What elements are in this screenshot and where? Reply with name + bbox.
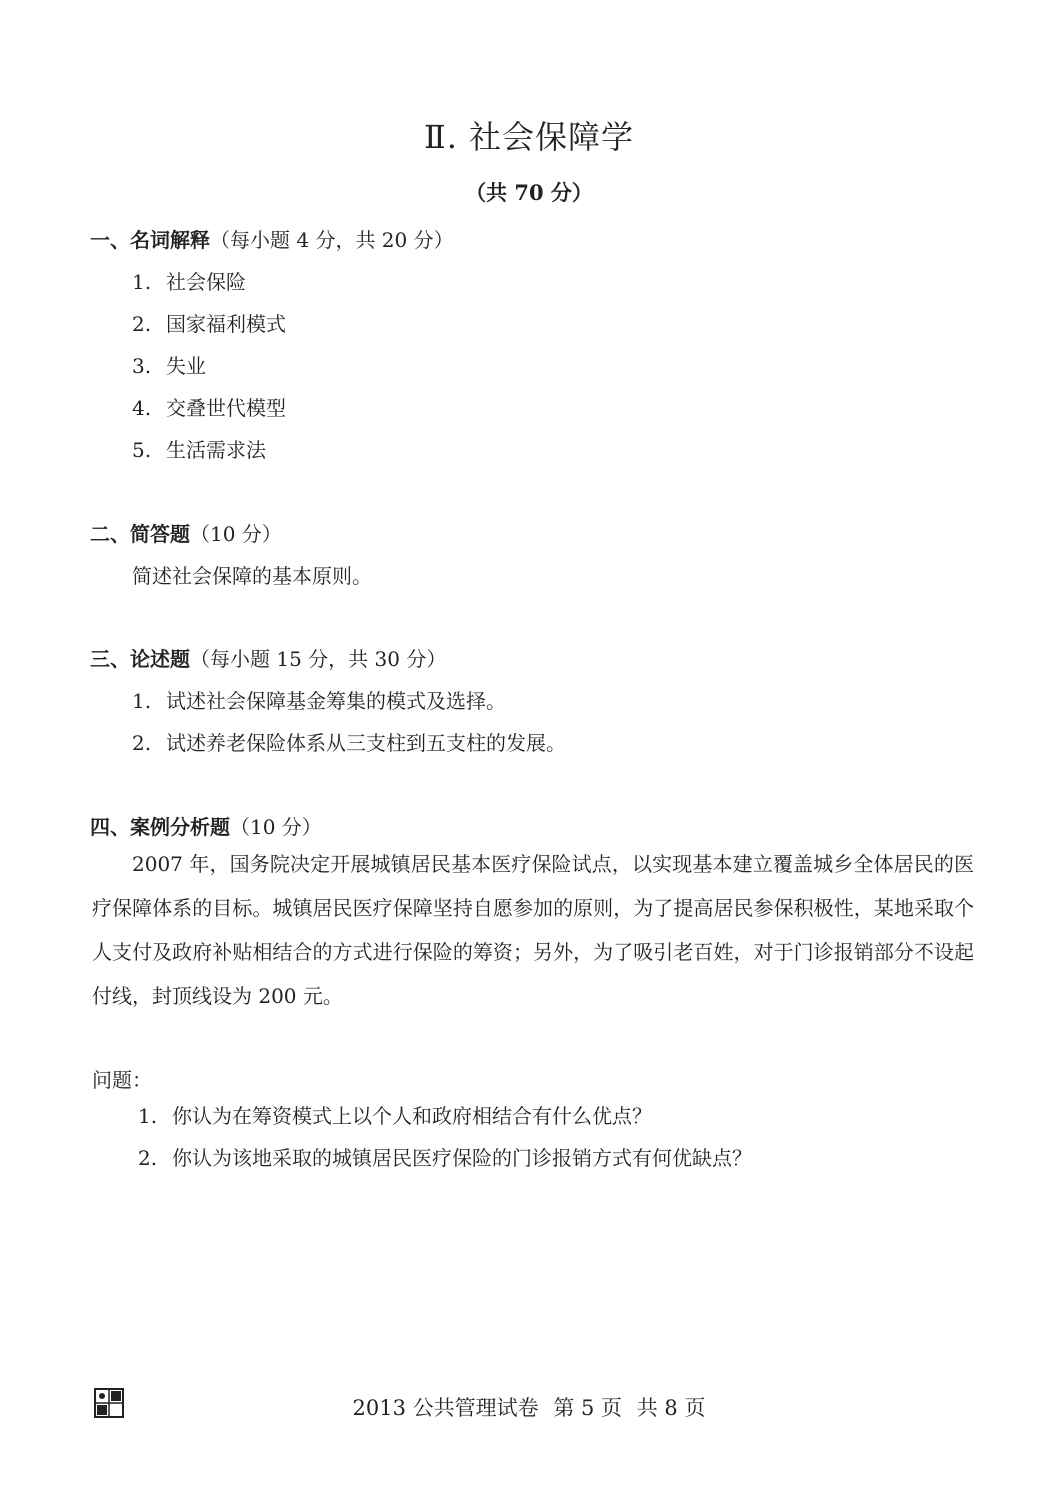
section-4-heading (90, 811, 322, 840)
section-2-title: 二、简答题 (90, 522, 190, 546)
list-item (138, 1142, 752, 1171)
item-text: 交叠世代模型 (166, 396, 286, 420)
section-3-note: （每小题 15 分，共 30 分） (190, 647, 447, 671)
item-number: 2. (138, 1146, 158, 1170)
section-1-heading (90, 224, 454, 253)
list-item (138, 1100, 652, 1129)
item-number: 5. (132, 438, 152, 462)
item-number: 2. (132, 312, 152, 336)
item-text: 你认为该地采取的城镇居民医疗保险的门诊报销方式有何优缺点？ (172, 1146, 752, 1170)
section-1-note: （每小题 4 分，共 20 分） (210, 228, 454, 252)
section-2-note: （10 分） (190, 522, 282, 546)
section-3-heading (90, 643, 446, 672)
list-item (132, 685, 506, 714)
item-text: 你认为在筹资模式上以个人和政府相结合有什么优点？ (172, 1104, 652, 1128)
item-number: 1. (132, 270, 152, 294)
item-text: 试述养老保险体系从三支柱到五支柱的发展。 (166, 731, 566, 755)
footer-exam: 2013 公共管理试卷 (352, 1396, 539, 1420)
section-4-note: （10 分） (230, 815, 322, 839)
item-number: 3. (132, 354, 152, 378)
questions-label: 问题： (92, 1068, 152, 1092)
footer-total: 共 8 页 (636, 1396, 706, 1420)
item-number: 4. (132, 396, 152, 420)
section-2-heading (90, 518, 282, 547)
case-paragraph: 2007 年，国务院决定开展城镇居民基本医疗保险试点，以实现基本建立覆盖城乡全体居民的医疗保障体系的目标。城镇居民医疗保障坚持自愿参加的原则，为了提高居民参保积极性，某地采取个人支付及政府补贴相结合的方式进行保险的筹资；另外，为了吸引老百姓，对于门诊报销部分不设起付线，封顶线设为 200 元。 (92, 852, 974, 1008)
page-title: Ⅱ. 社会保障学 (423, 118, 635, 156)
item-text: 社会保险 (166, 270, 246, 294)
footer-page: 第 5 页 (553, 1396, 623, 1420)
page-footer (0, 1392, 1058, 1422)
total-score: （共 70 分） (465, 180, 593, 205)
section-3-title: 三、论述题 (90, 647, 190, 671)
list-item (132, 727, 566, 756)
item-number: 1. (138, 1104, 158, 1128)
list-item (132, 434, 266, 463)
item-text: 生活需求法 (166, 438, 266, 462)
item-number: 1. (132, 689, 152, 713)
list-item (132, 266, 246, 295)
list-item (132, 392, 286, 421)
list-item (132, 308, 286, 337)
section-4-title: 四、案例分析题 (90, 815, 230, 839)
item-text: 失业 (166, 354, 206, 378)
item-number: 2. (132, 731, 152, 755)
section-2-body: 简述社会保障的基本原则。 (132, 564, 372, 588)
item-text: 试述社会保障基金筹集的模式及选择。 (166, 689, 506, 713)
item-text: 国家福利模式 (166, 312, 286, 336)
list-item (132, 350, 206, 379)
section-1-title: 一、名词解释 (90, 228, 210, 252)
